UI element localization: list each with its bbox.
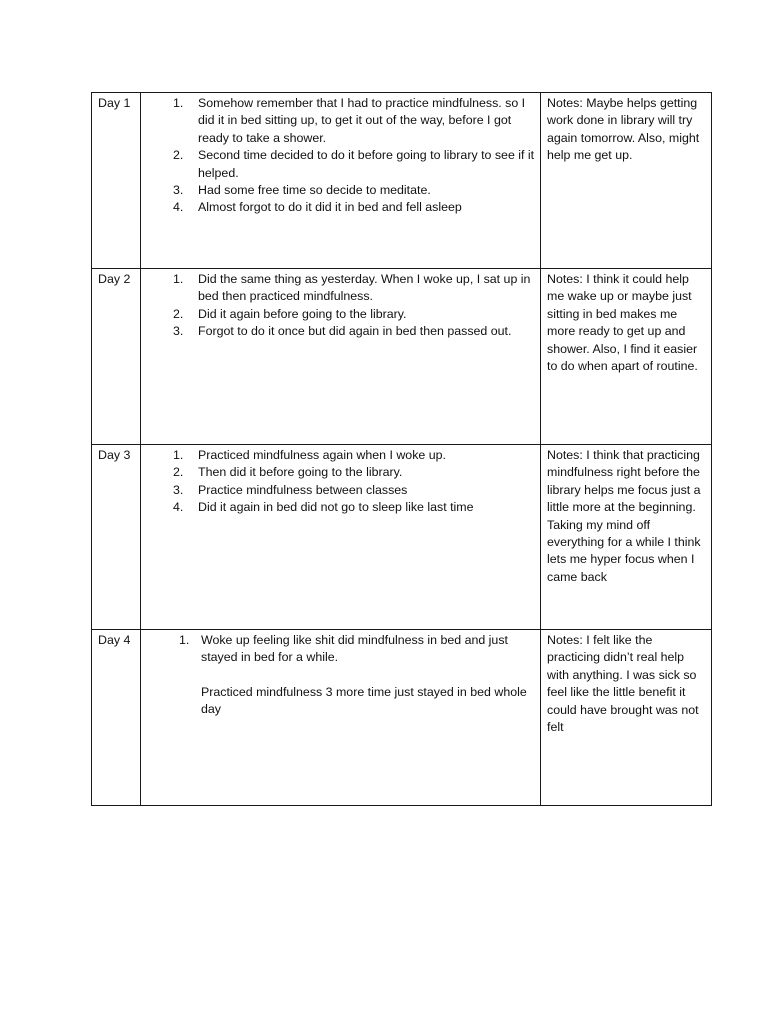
list-number: 4.	[173, 500, 184, 515]
list-number: 1.	[173, 272, 184, 286]
table-row-day-2	[92, 269, 712, 445]
notes-cell	[541, 93, 712, 269]
entry-text: Second time decided to do it before going to library to see if it helped.	[198, 148, 535, 180]
entry-text: Practice mindfulness between classes	[198, 482, 408, 497]
list-number: 3.	[173, 183, 184, 198]
list-item	[147, 499, 535, 516]
list-item	[147, 199, 535, 216]
entries-cell	[141, 445, 541, 630]
entry-text: Did the same thing as yesterday. When I woke up, I sat up in bed then practiced mindfulness.	[198, 272, 531, 304]
notes-cell	[541, 630, 712, 806]
list-number: 2.	[173, 465, 184, 480]
list-item	[147, 271, 535, 306]
list-number: 1.	[173, 96, 184, 110]
notes-text: Notes: Maybe helps getting work done in library will try again tomorrow. Also, might help me get up.	[547, 96, 700, 163]
entries-cell	[141, 269, 541, 445]
list-number: 1.	[179, 633, 190, 647]
entries-list	[147, 95, 535, 217]
list-number: 2.	[173, 306, 184, 321]
day-label-cell	[92, 630, 141, 806]
notes-cell	[541, 445, 712, 630]
day-label-cell	[92, 93, 141, 269]
list-item	[147, 95, 535, 147]
table-row-day-4	[92, 630, 712, 806]
entry-text: Had some free time so decide to meditate.	[198, 183, 431, 198]
entries-list	[147, 447, 535, 517]
entry-text: Practiced mindfulness again when I woke up.	[198, 448, 446, 462]
notes-text: Notes: I think that practicing mindfulness right before the library helps me focus just a little more at the beginning. Taking my mind off everything for a while I think lets me hyper focus when I came back	[547, 448, 701, 584]
entries-cell	[141, 93, 541, 269]
entries-list	[147, 632, 535, 667]
notes-cell	[541, 269, 712, 445]
day-label-cell	[92, 269, 141, 445]
entry-text: Did it again in bed did not go to sleep like last time	[198, 500, 474, 515]
day-label-cell	[92, 445, 141, 630]
mindfulness-log-table	[91, 92, 712, 806]
list-item	[147, 632, 535, 667]
entry-text: Forgot to do it once but did again in bed then passed out.	[198, 324, 512, 339]
notes-text: Notes: I felt like the practicing didn’t real help with anything. I was sick so feel like the little benefit it could have brought was not felt	[547, 633, 699, 735]
entry-text: Almost forgot to do it did it in bed and fell asleep	[198, 200, 462, 215]
list-item	[147, 464, 535, 481]
list-number: 4.	[173, 200, 184, 215]
entry-text: Woke up feeling like shit did mindfulness in bed and just stayed in bed for a while.	[201, 633, 508, 665]
list-item	[147, 482, 535, 499]
entry-text: Did it again before going to the library.	[198, 306, 407, 321]
entries-cell	[141, 630, 541, 806]
entry-text: Somehow remember that I had to practice mindfulness. so I did it in bed sitting up, to get it out of the way, before I got ready to take a shower.	[198, 96, 526, 145]
day-label: Day 3	[98, 448, 131, 462]
list-item	[147, 147, 535, 182]
list-number: 1.	[173, 448, 184, 462]
list-item	[147, 323, 535, 340]
list-item	[147, 306, 535, 323]
table-row-day-1	[92, 93, 712, 269]
table-row-day-3	[92, 445, 712, 630]
notes-text: Notes: I think it could help me wake up or maybe just sitting in bed makes me more ready to get up and shower. Also, I find it easier to do when apart of routine.	[547, 272, 698, 374]
day-label: Day 4	[98, 633, 131, 647]
day-label: Day 1	[98, 96, 131, 110]
list-item	[147, 182, 535, 199]
extra-entry-text: Practiced mindfulness 3 more time just stayed in bed whole day	[201, 684, 527, 717]
day-label: Day 2	[98, 272, 131, 286]
entry-text: Then did it before going to the library.	[198, 465, 403, 480]
list-item	[147, 447, 535, 464]
entries-list	[147, 271, 535, 341]
list-number: 3.	[173, 324, 184, 339]
list-number: 2.	[173, 148, 184, 163]
list-number: 3.	[173, 482, 184, 497]
